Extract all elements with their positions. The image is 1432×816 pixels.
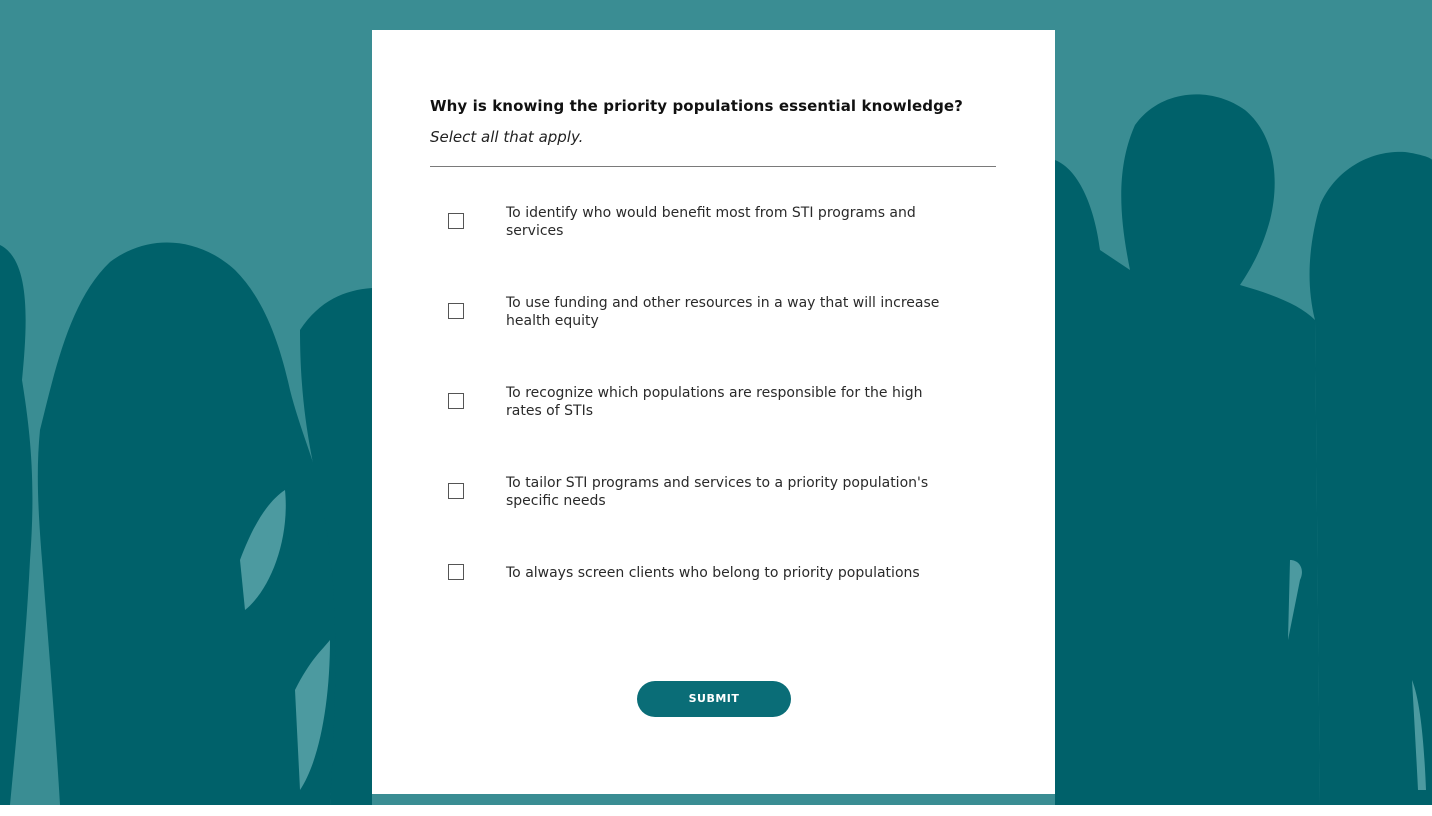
question-instruction: Select all that apply. [430,128,584,146]
option-4-label: To tailor STI programs and services to a priority population's specific needs [506,475,929,509]
option-2[interactable] [430,292,950,352]
quiz-card [372,30,1055,794]
option-5[interactable] [430,562,950,622]
divider [430,166,996,167]
option-2-checkbox[interactable] [448,303,464,319]
option-4-checkbox[interactable] [448,483,464,499]
silhouette-right-tall-person [1055,94,1320,805]
silhouette-curly-hair-person [38,242,340,805]
option-5-checkbox[interactable] [448,564,464,580]
option-3-checkbox[interactable] [448,393,464,409]
option-2-label: To use funding and other resources in a way that will increase health equity [506,295,940,329]
option-1-checkbox[interactable] [448,213,464,229]
option-1[interactable] [430,202,950,262]
option-5-label: To always screen clients who belong to priority populations [506,565,920,581]
option-1-label: To identify who would benefit most from STI programs and services [506,205,916,239]
option-3[interactable] [430,382,950,442]
submit-button[interactable]: SUBMIT [637,681,791,717]
question-title: Why is knowing the priority populations essential knowledge? [430,97,963,115]
option-4[interactable] [430,472,950,532]
option-3-label: To recognize which populations are responsible for the high rates of STIs [506,385,923,419]
silhouette-left-edge [0,245,32,805]
